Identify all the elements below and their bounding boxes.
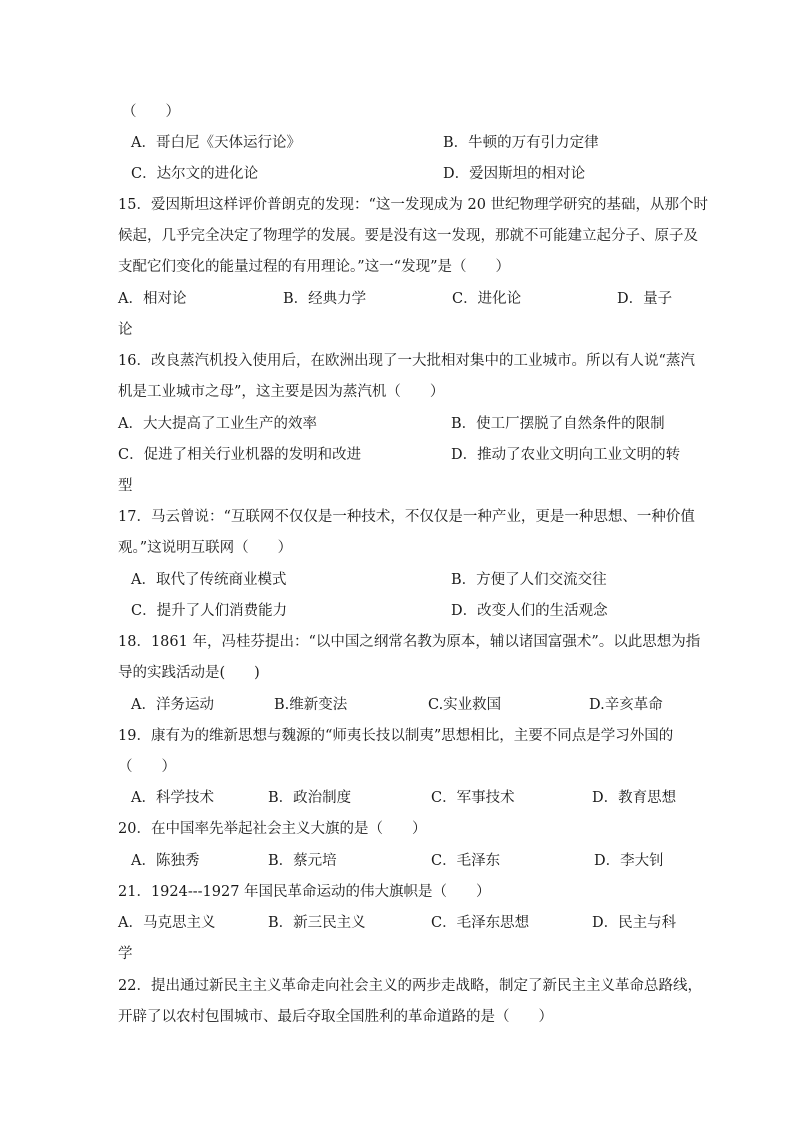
question-18-text: 18．1861 年，冯桂芬提出：“以中国之纲常名教为原本，辅以诸国富强术”。以此思想为指	[118, 634, 701, 650]
option-d: D．爱因斯坦的相对论	[443, 166, 586, 182]
option-a: A．哥白尼《天体运行论》	[131, 135, 301, 151]
option-a: A．相对论	[118, 291, 187, 307]
question-15-text: 15．爱因斯坦这样评价普朗克的发现：“这一发现成为 20 世纪物理学研究的基础，从那个时	[118, 197, 709, 213]
option-a: A．科学技术	[131, 790, 214, 806]
option-d: D．改变人们的生活观念	[451, 603, 608, 619]
option-b: B．经典力学	[283, 291, 367, 307]
option-d-continued: 型	[118, 478, 133, 494]
option-b: B．新三民主义	[268, 915, 366, 931]
option-d: D．推动了农业文明向工业文明的转	[451, 447, 681, 463]
option-c: C．毛泽东思想	[431, 915, 530, 931]
option-a: A．大大提高了工业生产的效率	[118, 416, 317, 432]
option-d: D.辛亥革命	[589, 697, 663, 713]
question-17-text: 观。”这说明互联网（ ）	[118, 540, 293, 556]
option-c: C．促进了相关行业机器的发明和改进	[118, 447, 362, 463]
answer-blank: （ ）	[118, 759, 176, 775]
option-c: C．毛泽东	[431, 853, 501, 869]
question-16-text: 机是工业城市之母”，这主要是因为蒸汽机（ ）	[118, 384, 445, 400]
question-17-text: 17．马云曾说：“互联网不仅仅是一种技术，不仅仅是一种产业，更是一种思想、一种价值	[118, 509, 695, 525]
option-a: A．取代了传统商业模式	[131, 572, 287, 588]
option-d: D．教育思想	[592, 790, 677, 806]
option-b: B．政治制度	[268, 790, 352, 806]
option-a: A．陈独秀	[131, 853, 200, 869]
question-20-text: 20．在中国率先举起社会主义大旗的是（ ）	[118, 821, 427, 837]
option-c: C．提升了人们消费能力	[131, 603, 288, 619]
option-b: B．牛顿的万有引力定律	[443, 135, 599, 151]
option-d: D．民主与科	[592, 915, 677, 931]
option-b: B．方便了人们交流交往	[451, 572, 607, 588]
question-22-text: 开辟了以农村包围城市、最后夺取全国胜利的革命道路的是（ ）	[118, 1009, 553, 1025]
option-d: D．李大钊	[594, 853, 664, 869]
question-18-text: 导的实践活动是( )	[118, 665, 260, 681]
option-c: C．达尔文的进化论	[131, 166, 259, 182]
question-22-text: 22．提出通过新民主主义革命走向社会主义的两步走战略，制定了新民主主义革命总路线，	[118, 978, 702, 994]
option-c: C．进化论	[452, 291, 522, 307]
question-15-text: 候起，几乎完全决定了物理学的发展。要是没有这一发现，那就不可能建立起分子、原子及	[118, 228, 698, 244]
option-c: C．军事技术	[431, 790, 515, 806]
option-d: D．量子	[617, 291, 673, 307]
answer-blank: （ ）	[122, 104, 180, 120]
option-a: A．洋务运动	[131, 697, 214, 713]
question-16-text: 16．改良蒸汽机投入使用后，在欧洲出现了一大批相对集中的工业城市。所以有人说“蒸汽	[118, 353, 695, 369]
option-b: B.维新变法	[274, 697, 348, 713]
option-c: C.实业救国	[428, 697, 502, 713]
question-21-text: 21．1924---1927 年国民革命运动的伟大旗帜是（ ）	[118, 884, 491, 900]
option-b: B．使工厂摆脱了自然条件的限制	[451, 416, 665, 432]
option-d-continued: 学	[118, 946, 133, 962]
option-a: A．马克思主义	[118, 915, 216, 931]
option-b: B．蔡元培	[268, 853, 337, 869]
question-15-text: 支配它们变化的能量过程的有用理论。”这一“发现”是（ ）	[118, 259, 510, 275]
question-19-text: 19．康有为的维新思想与魏源的“师夷长技以制夷”思想相比，主要不同点是学习外国的	[118, 728, 674, 744]
option-d-continued: 论	[118, 322, 133, 338]
